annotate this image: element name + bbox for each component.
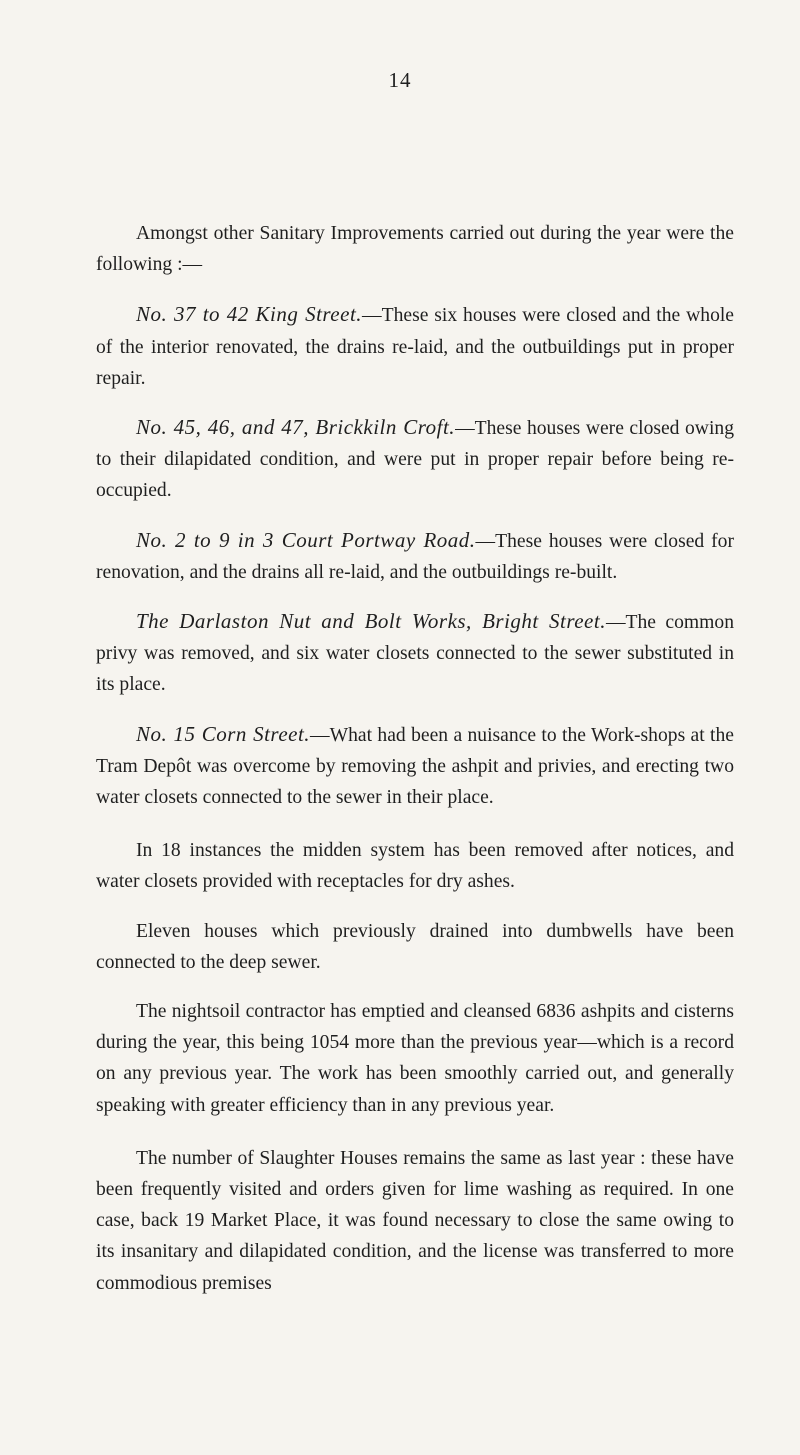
paragraph-king-street [96, 299, 734, 394]
paragraph-heading: No. 2 to 9 in 3 Court Portway Road. [136, 527, 476, 552]
paragraph-text: The nightsoil contractor has emptied and cleansed 6836 ashpits and cisterns during the year, this being 1054 more than the previous year—which is a record on any previous year. The work has been smoothly carried out, and generally speaking with greater efficiency than in any previous year. [96, 1001, 734, 1116]
paragraph-corn-street [96, 719, 734, 814]
paragraph-midden-system [96, 835, 734, 897]
paragraph-heading: No. 37 to 42 King Street. [136, 302, 363, 327]
paragraph-text: —These houses were closed owing to their dilapidated condition, and were put in proper repair before being re-occupied. [96, 418, 734, 502]
paragraph-text: In 18 instances the midden system has been removed after notices, and water closets provided with receptacles for dry ashes. [96, 840, 734, 893]
paragraph-heading: The Darlaston Nut and Bolt Works, Bright Street. [136, 609, 606, 634]
page-number: 14 [388, 68, 412, 92]
paragraph-intro [96, 218, 734, 280]
paragraph-text: —These six houses were closed and the whole of the interior renovated, the drains re-laid, and the outbuildings put in proper repair. [96, 305, 735, 389]
paragraph-heading: No. 45, 46, and 47, Brickkiln Croft. [136, 415, 456, 440]
paragraph-text: Eleven houses which previously drained into dumbwells have been connected to the deep sewer. [96, 920, 734, 973]
paragraph-slaughter-houses [96, 1143, 734, 1299]
body-text [96, 218, 734, 1317]
paragraph-text: —The common privy was removed, and six water closets connected to the sewer substituted in its place. [96, 612, 734, 696]
paragraph-text: —These houses were closed for renovation, and the drains all re-laid, and the outbuildings re-built. [96, 530, 735, 583]
paragraph-text: The number of Slaughter Houses remains the same as last year : these have been frequently visited and orders given for lime washing as required. In one case, back 19 Market Place, it was found necessary to close the same owing to its insanitary and dilapidated condition, and the license was transferred to more commodious premises [96, 1147, 734, 1294]
paragraph-brickkiln-croft [96, 412, 734, 507]
paragraph-dumbwells [96, 916, 734, 978]
paragraph-portway-road [96, 525, 734, 588]
paragraph-nightsoil [96, 996, 734, 1121]
paragraph-nut-bolt-works [96, 606, 734, 701]
paragraph-heading: No. 15 Corn Street. [136, 721, 311, 746]
paragraph-text: —What had been a nuisance to the Work-shops at the Tram Depôt was overcome by removing the ashpit and privies, and erecting two water closets connected to the sewer in their place. [96, 724, 734, 809]
paragraph-text: Amongst other Sanitary Improvements carried out during the year were the following :— [96, 223, 734, 276]
